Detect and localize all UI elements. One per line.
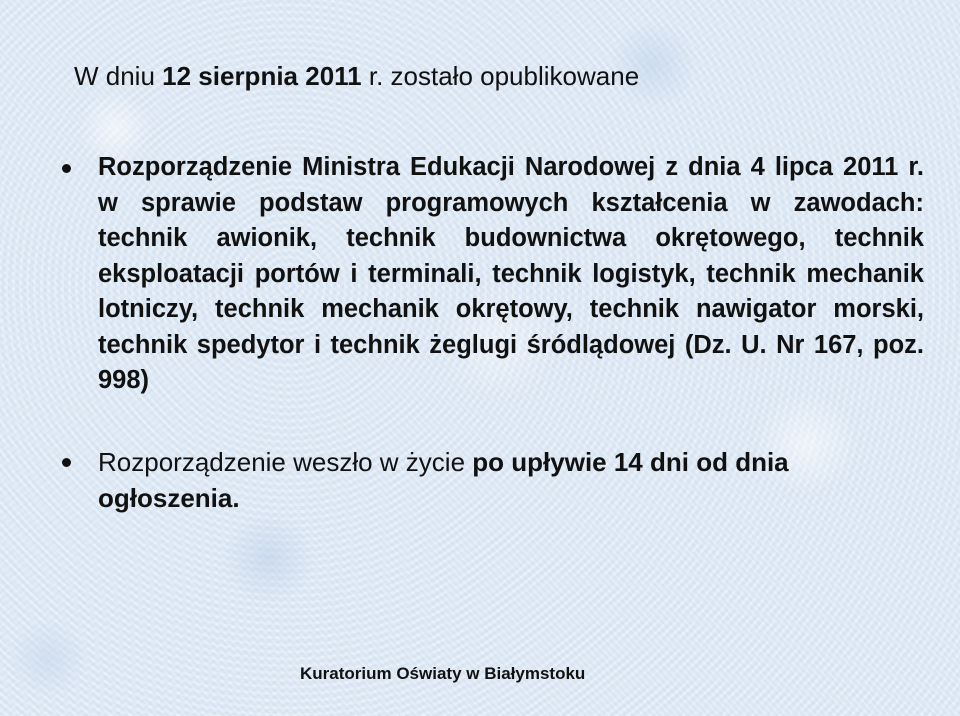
bullet-dot-icon: [62, 458, 71, 467]
intro-prefix: W dniu: [74, 61, 163, 91]
regulation-text: Rozporządzenie Ministra Edukacji Narodowej z dnia 4 lipca 2011 r. w sprawie podstaw programowych kształcenia w zawodach: technik awionik, technik budownictwa okrętowego, technik eksploatacji portów i terminali, technik logistyk, technik mechanik lotniczy, technik mechanik okrętowy, technik nawigator morski, technik spedytor i technik żeglugi śródlądowej (Dz. U. Nr 167, poz. 998): [98, 153, 924, 394]
intro-date: 12 sierpnia 2011: [162, 61, 362, 91]
bullet-effective: [62, 444, 924, 516]
effective-text-prefix: Rozporządzenie weszło w życie: [98, 446, 473, 477]
effective-text-bold: po upływie 14 dni od dnia ogłoszenia.: [98, 446, 789, 513]
bullet-dot-icon: [62, 164, 71, 173]
intro-line: [74, 58, 639, 94]
bullet-regulation: [62, 150, 924, 399]
footer-label: Kuratorium Oświaty w Białymstoku: [300, 664, 586, 683]
bullet-list: [62, 150, 924, 516]
intro-suffix: r. zostało opublikowane: [361, 61, 640, 91]
